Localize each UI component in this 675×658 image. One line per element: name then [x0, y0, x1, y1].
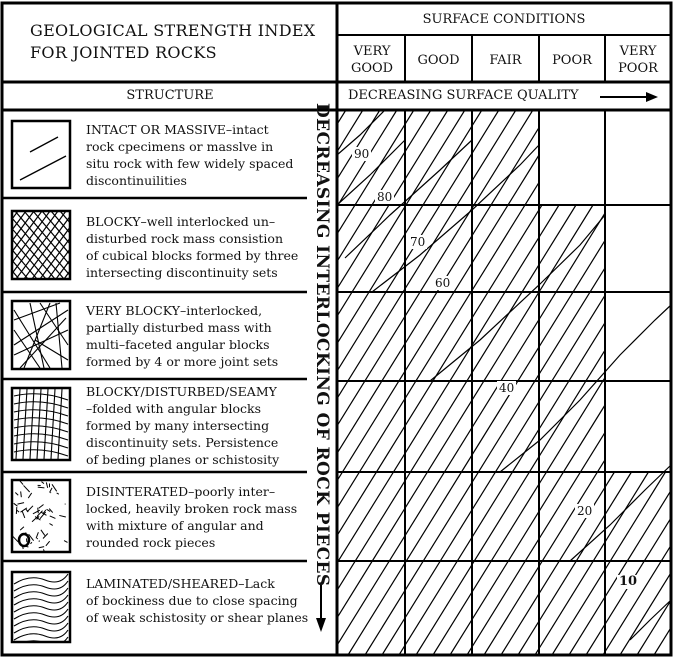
row-line: rock cpecimens or masslve in — [86, 139, 274, 154]
row-line: DISINTERATED–poorly inter– — [86, 484, 276, 499]
hatch-line — [472, 265, 539, 373]
hatch-line — [472, 110, 516, 181]
gsi-label-90: 90 — [354, 147, 370, 161]
hatch-line — [539, 323, 605, 429]
row-line: rounded rock pieces — [86, 535, 216, 550]
hatch-line — [539, 205, 593, 292]
hatch-line — [472, 110, 482, 126]
row-line: with mixture of angular and — [86, 518, 264, 533]
hatch-line — [405, 208, 472, 316]
row-line: –folded with angular blocks — [86, 401, 261, 416]
disintegrated-icon — [12, 478, 70, 554]
hatch-line — [605, 472, 648, 542]
gsi-contour — [430, 215, 605, 381]
row-line: of cubical blocks formed by three — [86, 248, 299, 263]
row-line: of bockiness due to close spacing — [86, 593, 298, 608]
hatch-line — [405, 110, 431, 152]
row-line: discontinuity sets. Persistence — [86, 435, 279, 450]
row-line: disturbed rock mass consistion — [86, 231, 283, 246]
row-intact-text — [86, 121, 314, 189]
hatch-line — [405, 482, 472, 590]
hatch-line — [21, 491, 22, 497]
hatch-line — [518, 621, 539, 655]
hatch-line — [348, 563, 405, 655]
hatch-line — [433, 592, 472, 655]
hatch-line — [654, 628, 671, 655]
hatch-line — [484, 566, 539, 655]
decreasing-interlocking-text: DECREASING INTERLOCKING OF ROCK PIECES — [312, 103, 332, 587]
hatch-line — [405, 290, 472, 398]
row-line: locked, heavily broken rock mass — [86, 501, 298, 516]
column-poor: POOR — [552, 52, 592, 68]
column-good: GOOD — [417, 52, 460, 68]
hatch-line — [337, 371, 405, 481]
row-line: formed by many intersecting — [86, 418, 270, 433]
hatch-line — [472, 484, 539, 592]
intact-icon — [12, 121, 70, 188]
hatch-line — [365, 590, 405, 655]
row-line: formed by 4 or more joint sets — [86, 354, 279, 369]
hatch-line — [539, 295, 605, 401]
row-line: of weak schistosity or shear planes — [86, 610, 309, 625]
hatch-line — [539, 487, 605, 593]
hatch-line — [569, 597, 605, 655]
hatch-line — [472, 429, 539, 537]
hatch-line — [539, 205, 576, 265]
hatch-line — [382, 618, 405, 655]
hatch-line — [472, 110, 499, 153]
hatch-line — [405, 345, 472, 453]
hatch-line — [539, 405, 605, 511]
hatch-line — [405, 318, 472, 426]
gsi-label-80: 80 — [377, 190, 393, 204]
hatch-line — [472, 511, 539, 619]
hatch-line — [472, 210, 539, 318]
chart-title: GEOLOGICAL STRENGTH INDEX FOR JOINTED ROCKS — [30, 21, 316, 62]
hatch-line — [405, 110, 465, 207]
row-line: situ rock with few widely spaced — [86, 156, 294, 171]
gsi-label-60: 60 — [435, 276, 451, 290]
hatch-line — [472, 402, 539, 510]
hatch-line — [539, 460, 605, 566]
hatch-line — [337, 453, 405, 563]
decreasing-surface-quality: DECREASING SURFACE QUALITY — [348, 88, 579, 103]
hatch-line — [405, 373, 472, 481]
row-line: BLOCKY–well interlocked un– — [86, 214, 276, 229]
hatch-line — [337, 289, 405, 399]
gsi-label-20: 20 — [577, 504, 593, 518]
hatch-line — [405, 510, 472, 618]
hatch-line — [405, 537, 472, 645]
hatch-line — [605, 472, 614, 487]
row-line: multi–faceted angular blocks — [86, 337, 270, 352]
hatch-line — [552, 570, 605, 655]
row-very-blocky-text — [86, 302, 314, 370]
gsi-label-40: 40 — [499, 381, 515, 395]
row-seamy-text — [86, 383, 314, 468]
hatch-line — [337, 234, 405, 344]
seamy-icon — [12, 388, 70, 460]
hatch-line — [450, 620, 472, 655]
hatch-line — [337, 316, 405, 426]
gsi-label-70: 70 — [410, 235, 426, 249]
gsi-contour — [500, 305, 671, 472]
row-line: discontinuilities — [86, 173, 187, 188]
hatch-line — [539, 542, 605, 648]
hatch-line — [472, 110, 533, 208]
row-disintegrated-text — [86, 483, 314, 551]
row-laminated-text — [86, 575, 314, 626]
hatch-line — [337, 124, 405, 234]
laminated-icon — [12, 572, 70, 647]
hatch-line — [337, 536, 405, 646]
hatch-line — [472, 320, 539, 428]
column-very-poor: VERY POOR — [618, 44, 658, 76]
surface-conditions-heading: SURFACE CONDITIONS — [422, 12, 586, 27]
row-line: LAMINATED/SHEARED–Lack — [86, 576, 275, 591]
hatch-line — [539, 268, 605, 374]
hatch-line — [539, 432, 605, 538]
hatch-line — [337, 110, 380, 179]
hatch-line — [539, 205, 559, 237]
hatch-line — [337, 481, 405, 591]
row-line: partially disturbed mass with — [86, 320, 272, 335]
hatch-line — [472, 182, 539, 290]
hatch-line — [405, 400, 472, 508]
hatch-line — [337, 110, 363, 152]
column-fair: FAIR — [489, 52, 522, 68]
row-blocky-text — [86, 213, 314, 281]
column-very-good: VERY GOOD — [350, 44, 394, 76]
hatch-line — [501, 594, 539, 655]
hatch-line — [472, 347, 539, 455]
hatch-line — [337, 399, 405, 509]
hatch-line — [37, 538, 38, 539]
hatch-line — [472, 155, 539, 263]
hatch-line — [405, 110, 414, 124]
interlocking-arrow-head — [316, 618, 326, 632]
hatch-line — [539, 240, 605, 346]
hatch-line — [605, 518, 671, 624]
hatch-line — [337, 152, 405, 262]
hatch-line — [38, 508, 39, 514]
very-blocky-icon — [12, 301, 70, 369]
hatch-line — [416, 565, 472, 655]
hatch-line — [472, 128, 539, 236]
hatch-line — [337, 426, 405, 536]
row-line: intersecting discontinuity sets — [86, 265, 278, 280]
hatch-line — [337, 508, 405, 618]
structure-heading: STRUCTURE — [126, 88, 214, 103]
hatch-line — [586, 624, 605, 655]
gsi-label-10: 10 — [619, 574, 638, 589]
hatch-line — [337, 261, 405, 371]
hatch-line — [337, 344, 405, 454]
row-line: INTACT OR MASSIVE–intact — [86, 122, 269, 137]
hatch-line — [337, 207, 405, 317]
hatch-line — [405, 126, 472, 234]
row-line: of beding planes or schistosity — [86, 452, 280, 467]
hatch-line — [539, 350, 605, 456]
row-line: BLOCKY/DISTURBED/SEAMY — [86, 384, 277, 399]
hatch-line — [539, 213, 605, 319]
hatch-line — [472, 539, 539, 647]
row-line: VERY BLOCKY–interlocked, — [86, 303, 263, 318]
hatch-line — [539, 515, 605, 621]
hatch-line — [405, 428, 472, 536]
